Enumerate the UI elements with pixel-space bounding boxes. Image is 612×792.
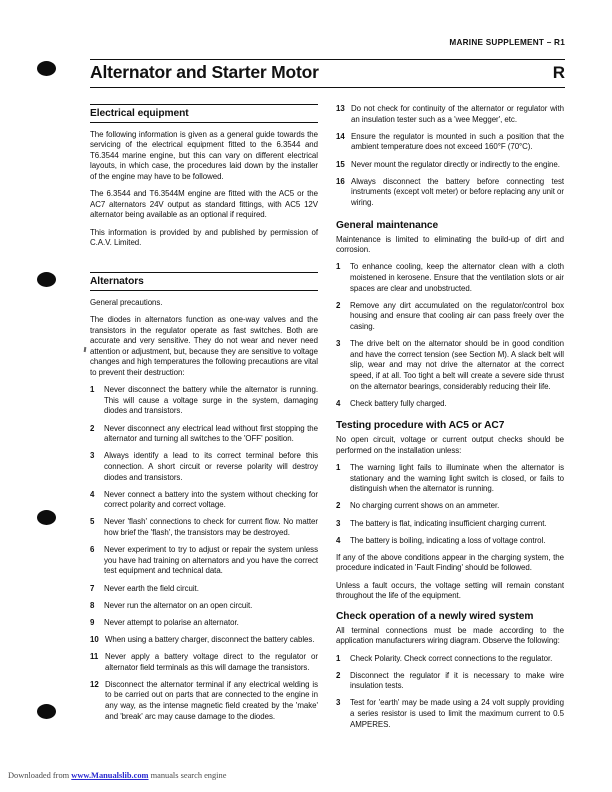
spacer: [90, 255, 318, 272]
list-item-text: Do not check for continuity of the alternator or regulator with an insulation tester such as a 'wee Megger', etc.: [351, 104, 564, 124]
list-item-number: 3: [336, 698, 341, 708]
list-item: [90, 601, 318, 612]
section-letter: R: [552, 63, 565, 82]
list-item: [336, 519, 564, 530]
list-item: [336, 399, 564, 410]
list-item: [90, 584, 318, 595]
list-item: [90, 680, 318, 723]
list-item: [90, 451, 318, 483]
manualslib-link[interactable]: www.Manualslib.com: [71, 771, 149, 780]
list-item-text: Never disconnect the battery while the alternator is running. This will cause a voltage surge in the system, damaging diodes and transistors.: [104, 385, 318, 416]
list-item: [336, 104, 564, 125]
list-item: [90, 545, 318, 577]
list-item-text: Always disconnect the battery before connecting test instruments (except volt meter) or before replacing any unit or wiring.: [351, 176, 564, 207]
list-item-number: 2: [336, 300, 341, 310]
list-item-text: Always identify a lead to its correct terminal before this connection. A short circuit or reverse polarity will destroy diodes and transistors.: [104, 451, 318, 482]
list-item-number: 3: [90, 451, 95, 461]
footer-suffix: manuals search engine: [148, 771, 227, 780]
list-item: [336, 132, 564, 153]
list-item-number: 11: [90, 652, 99, 661]
list-item-text: Never earth the field circuit.: [104, 583, 199, 593]
binder-hole-icon: [37, 61, 56, 76]
list-item: [336, 654, 564, 665]
binder-hole-icon: [37, 272, 56, 287]
list-item-text: The battery is boiling, indicating a loss of voltage control.: [350, 535, 546, 545]
list-item-text: Check Polarity. Check correct connections to the regulator.: [350, 653, 553, 663]
paragraph: Maintenance is limited to eliminating the build-up of dirt and corrosion.: [336, 234, 564, 255]
list-item: [336, 536, 564, 547]
list-item-text: Never mount the regulator directly or indirectly to the engine.: [351, 159, 560, 169]
list-item-number: 1: [336, 463, 341, 472]
list-item: [336, 698, 564, 730]
list-item: [90, 652, 318, 673]
list-item: [336, 160, 564, 171]
list-item: [336, 501, 564, 512]
list-item-text: Check battery fully charged.: [350, 398, 447, 408]
list-item: [90, 517, 318, 538]
heading-check-operation: Check operation of a newly wired system: [336, 610, 534, 622]
heading-testing-procedure: Testing procedure with AC5 or AC7: [336, 420, 505, 432]
list-item-number: 14: [336, 131, 345, 141]
list-item-text: Never disconnect any electrical lead without first stopping the alternator and turning all switches to the 'OFF' position.: [104, 423, 318, 444]
list-item-number: 2: [90, 423, 95, 433]
list-item: [336, 301, 564, 333]
heading-general-maintenance: General maintenance: [336, 219, 439, 231]
list-item-number: 4: [90, 489, 95, 499]
list-item: [336, 177, 564, 209]
list-item-text: Never apply a battery voltage direct to the regulator or alternator field terminals as this will damage the transistors.: [105, 652, 318, 672]
body-columns: [90, 104, 565, 746]
list-item-number: 5: [90, 517, 95, 527]
page-title: Alternator and Starter Motor: [90, 62, 319, 82]
list-item-text: Disconnect the regulator if it is necessary to make wire insulation tests.: [350, 670, 564, 691]
list-item-number: 8: [90, 600, 95, 610]
list-item-number: 1: [336, 653, 341, 663]
paragraph: All terminal connections must be made according to the application manufacturers wiring diagram. Observe the following:: [336, 625, 564, 646]
paragraph: If any of the above conditions appear in the charging system, the procedure indicated in 'Fault Finding' should be followed.: [336, 552, 564, 573]
list-item: [90, 490, 318, 511]
list-item-number: 10: [90, 634, 99, 644]
right-column: [336, 104, 564, 746]
footer-watermark: [8, 771, 226, 780]
list-item-number: 6: [90, 545, 95, 555]
list-item-number: 3: [336, 518, 341, 528]
list-item-text: Never attempt to polarise an alternator.: [104, 617, 239, 627]
scan-artifact: [84, 347, 86, 352]
list-item-number: 9: [90, 617, 95, 627]
footer-prefix: Downloaded from: [8, 771, 72, 780]
paragraph: General precautions.: [90, 297, 163, 307]
paragraph: No open circuit, voltage or current output checks should be performed on the installation unless:: [336, 435, 564, 455]
list-item-number: 16: [336, 176, 345, 186]
list-item-text: The warning light fails to illuminate when the alternator is stationary and the warning light switch is closed, or fails to distinguish when the alternator is running.: [350, 463, 564, 494]
binder-hole-icon: [37, 704, 56, 719]
list-item-text: Ensure the regulator is mounted in such a position that the ambient temperature does not exceed 160°F (70°C).: [351, 131, 564, 152]
paragraph: The 6.3544 and T6.3544M engine are fitted with the AC5 or the AC7 alternators 24V output as standard fittings, with AC5 12V alternator being available as an optional if required.: [90, 189, 318, 220]
list-item-number: 1: [336, 262, 341, 272]
list-item: [336, 463, 564, 495]
list-item-number: 3: [336, 339, 341, 348]
list-item: [90, 424, 318, 445]
binder-hole-icon: [37, 510, 56, 525]
list-item-text: Test for 'earth' may be made using a 24 volt supply providing a series resistor is used to limit the maximum current to 0.5 AMPERES.: [350, 698, 564, 729]
list-item-text: The battery is flat, indicating insufficient charging current.: [350, 518, 547, 528]
list-item-text: Disconnect the alternator terminal if any electrical welding is to be carried out on parts that are connected to the engine in any way, as the intense magnetic field created by the 'make' and 'break' arc may cause damage to the diodes.: [105, 679, 318, 721]
list-item-number: 12: [90, 679, 99, 689]
list-item-text: Remove any dirt accumulated on the regulator/control box housing and ensure that cooling air can pass freely over the casing.: [350, 300, 564, 331]
heading-alternators: Alternators: [90, 272, 318, 291]
paragraph: This information is provided by and published by permission of C.A.V. Limited.: [90, 227, 318, 248]
list-item-number: 13: [336, 104, 345, 113]
list-item-text: Never experiment to try to adjust or repair the system unless you have had training on alternators and you have the correct test equipment and technical data.: [104, 545, 318, 576]
heading-electrical-equipment: Electrical equipment: [90, 104, 318, 123]
list-item: [90, 385, 318, 417]
running-head: MARINE SUPPLEMENT – R1: [449, 38, 565, 47]
list-item-number: 7: [90, 583, 95, 593]
list-item: [336, 262, 564, 294]
paragraph: The following information is given as a general guide towards the servicing of the electrical equipment fitted to the 6.3544 and T6.3544 marine engine, but this can vary on different electrical layouts, in which case, the procedures laid down by the installer of the engine may have to be followed.: [90, 129, 318, 181]
list-item-text: Never connect a battery into the system without checking for correct polarity and correct voltage.: [104, 489, 318, 510]
list-item-number: 4: [336, 398, 341, 408]
list-item-text: No charging current shows on an ammeter.: [350, 501, 500, 511]
list-item: [336, 671, 564, 692]
paragraph: Unless a fault occurs, the voltage setting will remain constant throughout the life of the equipment.: [336, 580, 564, 601]
list-item-text: Never 'flash' connections to check for current flow. No matter how brief the 'flash', the transistors may be destroyed.: [104, 517, 318, 537]
list-item-text: The drive belt on the alternator should be in good condition and have the correct tension (see Section M). A slack belt will slip, wear and may not drive the alternator at the correct speed, if at all. Too tight a belt will create a severe side thrust on the alternator bearings, considerably reducing their life.: [350, 339, 564, 391]
list-item-number: 2: [336, 670, 341, 680]
list-item: [90, 618, 318, 629]
left-column: [90, 104, 318, 746]
list-item-text: To enhance cooling, keep the alternator clean with a cloth moistened in kerosene. Ensure that the ventilation slots or air spaces are clear and unobstructed.: [350, 262, 564, 293]
list-item: [336, 339, 564, 392]
list-item-number: 2: [336, 501, 341, 511]
list-item-number: 4: [336, 535, 341, 545]
list-item-text: When using a battery charger, disconnect the battery cables.: [105, 634, 315, 644]
list-item-number: 15: [336, 159, 345, 169]
page-title-band: [90, 59, 565, 88]
paragraph: The diodes in alternators function as one-way valves and the transistors in the regulator operate as fast switches. Both are accurate and very sensitive. They do not wear and never need attention or adjustment, but, because they are sensitive to voltage changes and high temperatures the following precautions are vital to prevent their destruction:: [90, 314, 318, 377]
list-item-number: 1: [90, 385, 95, 395]
list-item: [90, 635, 318, 646]
list-item-text: Never run the alternator on an open circuit.: [104, 600, 253, 610]
